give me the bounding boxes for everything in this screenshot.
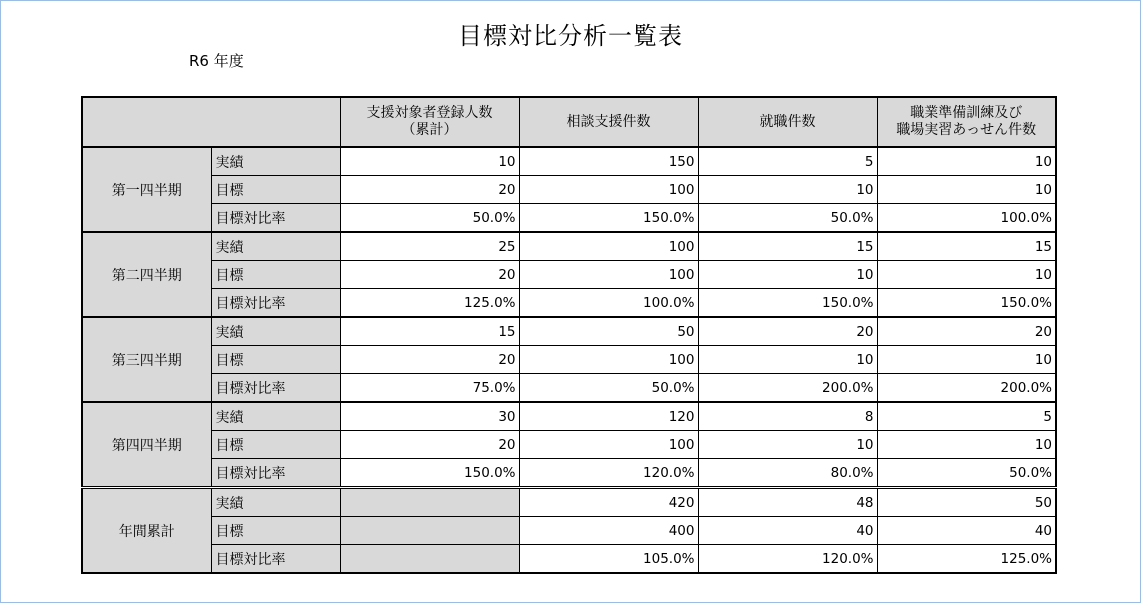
value-cell: 10 bbox=[877, 176, 1056, 204]
value-cell: 48 bbox=[698, 488, 877, 517]
value-cell: 125.0% bbox=[340, 289, 519, 318]
value-cell: 10 bbox=[698, 261, 877, 289]
value-cell: 10 bbox=[698, 176, 877, 204]
value-cell: 5 bbox=[877, 402, 1056, 431]
row-type-label: 実績 bbox=[211, 317, 340, 346]
period-label: 年間累計 bbox=[82, 488, 211, 574]
value-cell: 100.0% bbox=[519, 289, 698, 318]
value-cell: 20 bbox=[877, 317, 1056, 346]
value-cell: 25 bbox=[340, 232, 519, 261]
fiscal-year-label: R6 年度 bbox=[189, 52, 244, 70]
row-type-label: 実績 bbox=[211, 402, 340, 431]
column-header: 職業準備訓練及び 職場実習あっせん件数 bbox=[877, 97, 1056, 147]
table-row bbox=[82, 459, 1056, 488]
table-row bbox=[82, 346, 1056, 374]
row-type-label: 目標 bbox=[211, 261, 340, 289]
value-cell: 40 bbox=[698, 517, 877, 545]
header-corner-cell bbox=[82, 97, 340, 147]
value-cell: 150.0% bbox=[340, 459, 519, 488]
value-cell: 420 bbox=[519, 488, 698, 517]
value-cell: 15 bbox=[340, 317, 519, 346]
row-type-label: 目標 bbox=[211, 176, 340, 204]
value-cell: 10 bbox=[340, 147, 519, 176]
table-row bbox=[82, 374, 1056, 403]
value-cell: 10 bbox=[877, 431, 1056, 459]
value-cell: 120 bbox=[519, 402, 698, 431]
row-type-label: 目標 bbox=[211, 517, 340, 545]
value-cell: 50.0% bbox=[340, 204, 519, 233]
target-comparison-table bbox=[81, 96, 1057, 574]
table-row bbox=[82, 545, 1056, 574]
value-cell: 200.0% bbox=[698, 374, 877, 403]
value-cell: 20 bbox=[340, 431, 519, 459]
empty-cell bbox=[340, 517, 519, 545]
table-row bbox=[82, 402, 1056, 431]
table-row bbox=[82, 317, 1056, 346]
value-cell: 10 bbox=[877, 346, 1056, 374]
value-cell: 50.0% bbox=[519, 374, 698, 403]
value-cell: 200.0% bbox=[877, 374, 1056, 403]
table-row bbox=[82, 488, 1056, 517]
row-type-label: 目標対比率 bbox=[211, 545, 340, 574]
value-cell: 20 bbox=[340, 346, 519, 374]
value-cell: 50.0% bbox=[698, 204, 877, 233]
empty-cell bbox=[340, 545, 519, 574]
row-type-label: 目標 bbox=[211, 431, 340, 459]
table-row bbox=[82, 289, 1056, 318]
value-cell: 10 bbox=[698, 346, 877, 374]
page-title: 目標対比分析一覧表 bbox=[458, 22, 683, 50]
period-label: 第二四半期 bbox=[82, 232, 211, 317]
value-cell: 50.0% bbox=[877, 459, 1056, 488]
table-row bbox=[82, 147, 1056, 176]
value-cell: 40 bbox=[877, 517, 1056, 545]
row-type-label: 実績 bbox=[211, 488, 340, 517]
period-label: 第三四半期 bbox=[82, 317, 211, 402]
value-cell: 150.0% bbox=[519, 204, 698, 233]
value-cell: 15 bbox=[877, 232, 1056, 261]
period-label: 第一四半期 bbox=[82, 147, 211, 232]
table-row bbox=[82, 232, 1056, 261]
period-label: 第四四半期 bbox=[82, 402, 211, 488]
value-cell: 105.0% bbox=[519, 545, 698, 574]
value-cell: 20 bbox=[340, 261, 519, 289]
value-cell: 10 bbox=[877, 147, 1056, 176]
table-row bbox=[82, 261, 1056, 289]
value-cell: 100.0% bbox=[877, 204, 1056, 233]
value-cell: 400 bbox=[519, 517, 698, 545]
value-cell: 30 bbox=[340, 402, 519, 431]
value-cell: 150.0% bbox=[877, 289, 1056, 318]
row-type-label: 実績 bbox=[211, 147, 340, 176]
column-header: 就職件数 bbox=[698, 97, 877, 147]
value-cell: 75.0% bbox=[340, 374, 519, 403]
value-cell: 10 bbox=[877, 261, 1056, 289]
empty-cell bbox=[340, 488, 519, 517]
row-type-label: 実績 bbox=[211, 232, 340, 261]
value-cell: 100 bbox=[519, 431, 698, 459]
column-header: 支援対象者登録人数 （累計） bbox=[340, 97, 519, 147]
value-cell: 100 bbox=[519, 176, 698, 204]
header-row bbox=[82, 97, 1056, 147]
table-row bbox=[82, 204, 1056, 233]
value-cell: 150.0% bbox=[698, 289, 877, 318]
value-cell: 100 bbox=[519, 261, 698, 289]
value-cell: 50 bbox=[519, 317, 698, 346]
value-cell: 15 bbox=[698, 232, 877, 261]
value-cell: 100 bbox=[519, 232, 698, 261]
row-type-label: 目標 bbox=[211, 346, 340, 374]
row-type-label: 目標対比率 bbox=[211, 374, 340, 403]
value-cell: 50 bbox=[877, 488, 1056, 517]
value-cell: 8 bbox=[698, 402, 877, 431]
value-cell: 120.0% bbox=[698, 545, 877, 574]
row-type-label: 目標対比率 bbox=[211, 459, 340, 488]
value-cell: 20 bbox=[698, 317, 877, 346]
value-cell: 150 bbox=[519, 147, 698, 176]
column-header: 相談支援件数 bbox=[519, 97, 698, 147]
table-row bbox=[82, 431, 1056, 459]
value-cell: 120.0% bbox=[519, 459, 698, 488]
value-cell: 80.0% bbox=[698, 459, 877, 488]
value-cell: 5 bbox=[698, 147, 877, 176]
value-cell: 100 bbox=[519, 346, 698, 374]
row-type-label: 目標対比率 bbox=[211, 204, 340, 233]
value-cell: 10 bbox=[698, 431, 877, 459]
table-row bbox=[82, 517, 1056, 545]
value-cell: 125.0% bbox=[877, 545, 1056, 574]
value-cell: 20 bbox=[340, 176, 519, 204]
row-type-label: 目標対比率 bbox=[211, 289, 340, 318]
table-row bbox=[82, 176, 1056, 204]
